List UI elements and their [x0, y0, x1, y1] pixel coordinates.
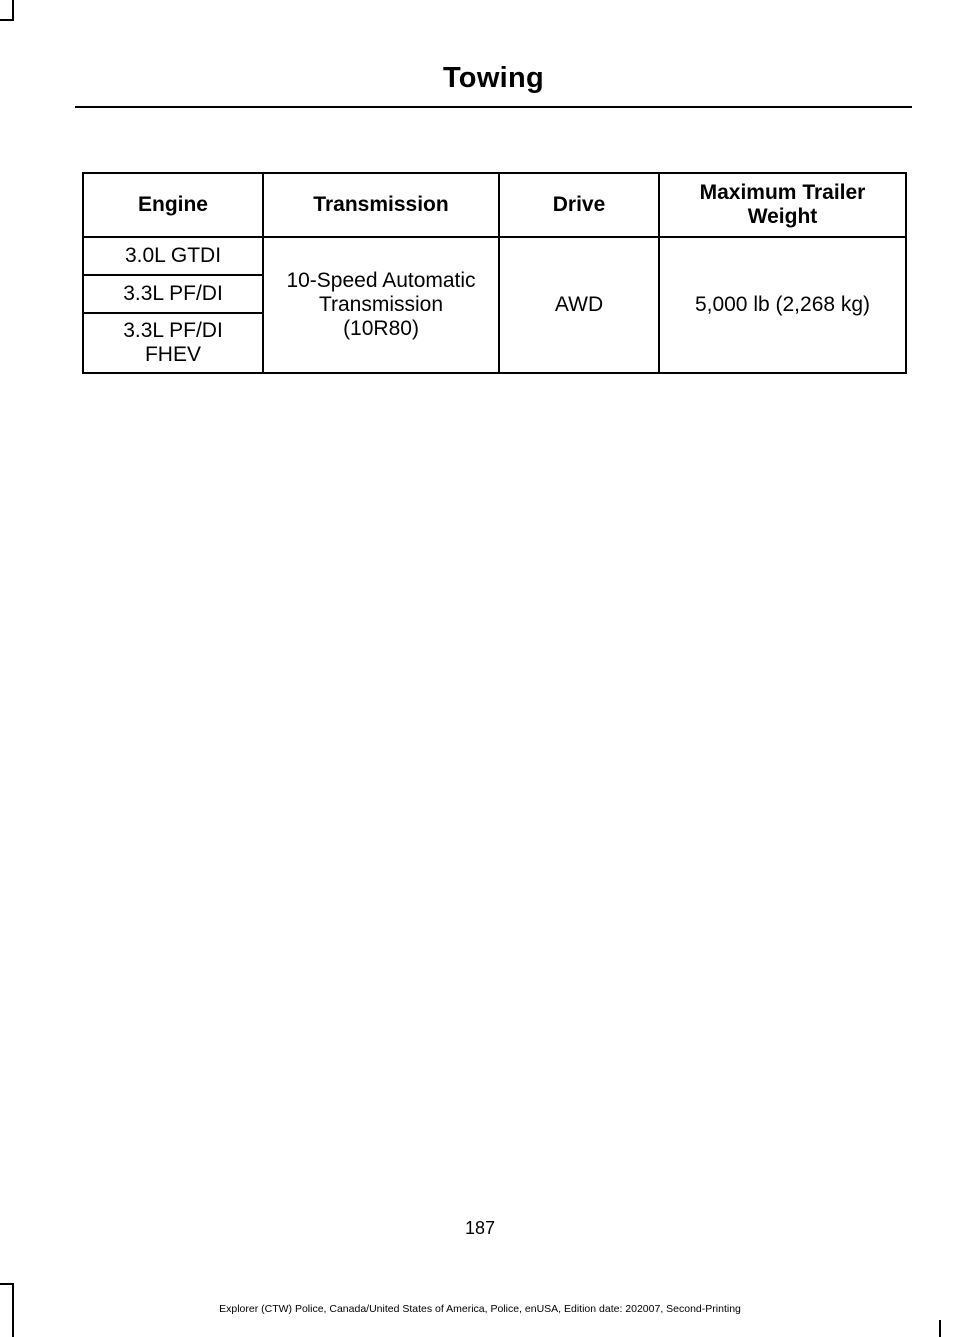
- max-weight-cell: 5,000 lb (2,268 kg): [659, 237, 906, 373]
- page-title: Towing: [442, 62, 545, 94]
- engine-cell: 3.3L PF/DI: [83, 275, 263, 313]
- page-number: 187: [464, 1218, 496, 1238]
- title-rule: [75, 106, 912, 108]
- engine-cell: 3.3L PF/DI FHEV: [83, 313, 263, 373]
- drive-cell: AWD: [499, 237, 659, 373]
- engine-cell: 3.0L GTDI: [83, 237, 263, 275]
- header-drive: Drive: [499, 173, 659, 237]
- header-engine: Engine: [83, 173, 263, 237]
- transmission-cell: 10-Speed Automatic Transmission (10R80): [263, 237, 499, 373]
- crop-mark-bottom-right-vertical: [939, 1320, 941, 1337]
- footer-edition-info: Explorer (CTW) Police, Canada/United States of America, Police, enUSA, Edition date: 202007, Second-Printing: [219, 1303, 741, 1315]
- crop-mark-top-left-vertical: [12, 0, 14, 20]
- table-header-row: [83, 173, 906, 237]
- header-max-trailer-weight: Maximum Trailer Weight: [659, 173, 906, 237]
- header-transmission: Transmission: [263, 173, 499, 237]
- towing-table: [82, 172, 907, 374]
- crop-mark-bottom-left-horizontal: [0, 1283, 14, 1285]
- table-row: [83, 237, 906, 275]
- crop-mark-top-left-horizontal: [0, 19, 14, 21]
